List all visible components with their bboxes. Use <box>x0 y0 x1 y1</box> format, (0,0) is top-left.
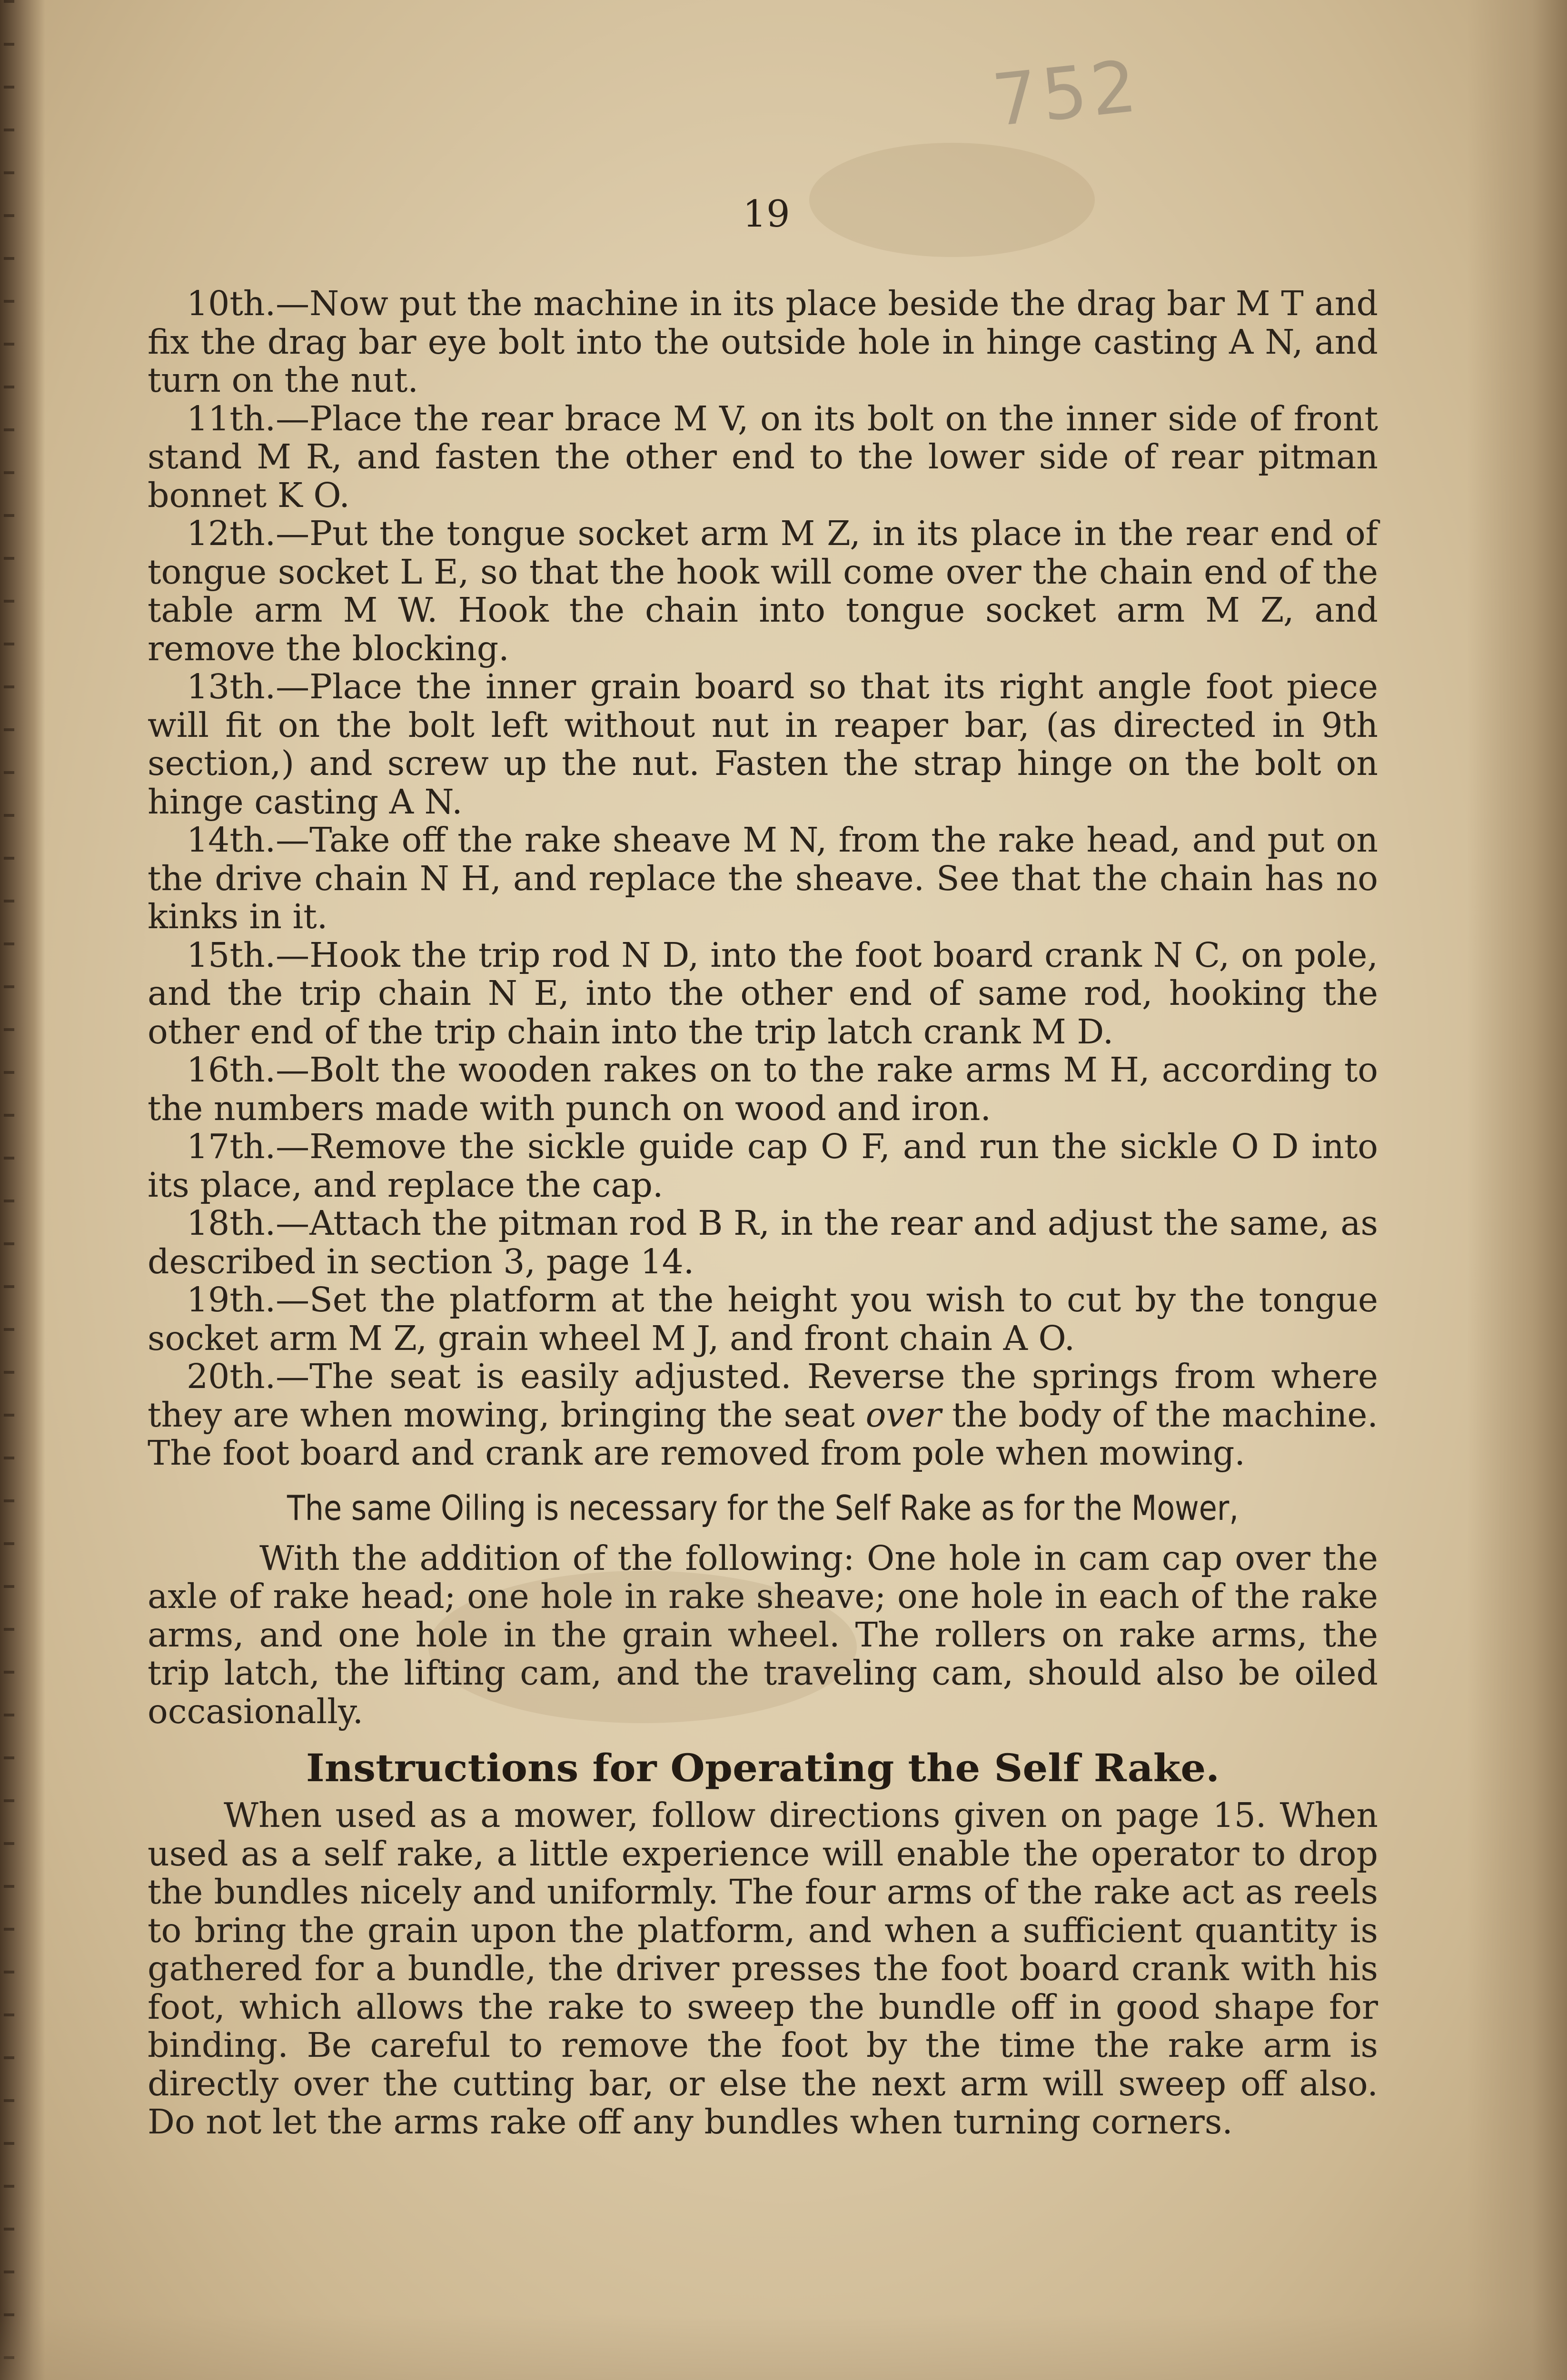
assembly-step-13: 13th.—Place the inner grain board so that its right angle foot piece will fit on the bolt left without nut in reaper bar, (as directed in 9th section,) and screw up the nut. Fasten the strap hinge on the bolt on hinge casting A N. <box>148 667 1378 822</box>
assembly-step-19: 19th.—Set the platform at the height you wish to cut by the tongue socket arm M Z, grain wheel M J, and front chain A O. <box>148 1280 1378 1358</box>
assembly-step-14: 14th.—Take off the rake sheave M N, from the rake head, and put on the drive chain N H, and replace the sheave. See that the chain has no kinks in it. <box>148 820 1378 936</box>
assembly-step-17: 17th.—Remove the sickle guide cap O F, and run the sickle O D into its place, and replace the cap. <box>148 1127 1378 1205</box>
paper-stain <box>809 143 1095 257</box>
step-20-emphasis: over <box>865 1395 942 1435</box>
oiling-heading: The same Oiling is necessary for the Self Rake as for the Mower, <box>287 1488 1239 1528</box>
step-20-text: 20th.—The seat is easily adjusted. Reverse the springs from where they are when mowing, bringing the seat <box>148 1357 1378 1435</box>
assembly-step-11: 11th.—Place the rear brace M V, on its bolt on the inner side of front stand M R, and fasten the other end to the lower side of rear pitman bonnet K O. <box>148 398 1378 515</box>
assembly-step-15: 15th.—Hook the trip rod N D, into the foot board crank N C, on pole, and the trip chain N E, into the other end of same rod, hooking the other end of the trip chain into the trip latch crank M D. <box>148 935 1378 1051</box>
page-number: 19 <box>743 193 790 236</box>
assembly-step-20 <box>148 1358 1378 1473</box>
assembly-step-12: 12th.—Put the tongue socket arm M Z, in its place in the rear end of tongue socket L E, so that the hook will come over the chain end of the table arm M W. Hook the chain into tongue socket arm M Z, and remove the blocking. <box>148 514 1378 668</box>
operating-instructions-paragraph: When used as a mower, follow directions given on page 15. When used as a self rake, a little experience will enable the operator to drop the bundles nicely and uniformly. The four arms of the rake act as reels to bring the grain upon the platform, and when a sufficient quantity is gathered for a bundle, the driver presses the foot board crank with his foot, which allows the rake to sweep the bundle off in good shape for binding. Be careful to remove the foot by the time the rake arm is directly over the cutting bar, or else the next arm will sweep off also. Do not let the arms rake off any bundles when turning corners. <box>148 1795 1378 2142</box>
operating-instructions-heading: Instructions for Operating the Self Rake. <box>306 1745 1220 1790</box>
assembly-step-18: 18th.—Attach the pitman rod B R, in the rear and adjust the same, as described in section 3, page 14. <box>148 1203 1378 1281</box>
assembly-step-10: 10th.—Now put the machine in its place beside the drag bar M T and fix the drag bar eye bolt into the outside hole in hinge casting A N, and turn on the nut. <box>148 284 1378 400</box>
pencil-annotation: 752 <box>988 45 1144 143</box>
binding-holes <box>4 0 14 2380</box>
assembly-step-16: 16th.—Bolt the wooden rakes on to the rake arms M H, according to the numbers made with punch on wood and iron. <box>148 1050 1378 1128</box>
page-body <box>148 285 1378 2142</box>
oiling-paragraph: With the addition of the following: One hole in cam cap over the axle of rake head; one hole in rake sheave; one hole in each of the rake arms, and one hole in the grain wheel. The rollers on rake arms, the trip latch, the lifting cam, and the traveling cam, should also be oiled occasionally. <box>148 1538 1378 1731</box>
page-right-edge-wear <box>1467 0 1567 2380</box>
step-20-text-end: the body of the machine. The foot board and crank are removed from pole when mowing. <box>148 1395 1378 1473</box>
page-bottom-wear <box>0 2314 1567 2380</box>
